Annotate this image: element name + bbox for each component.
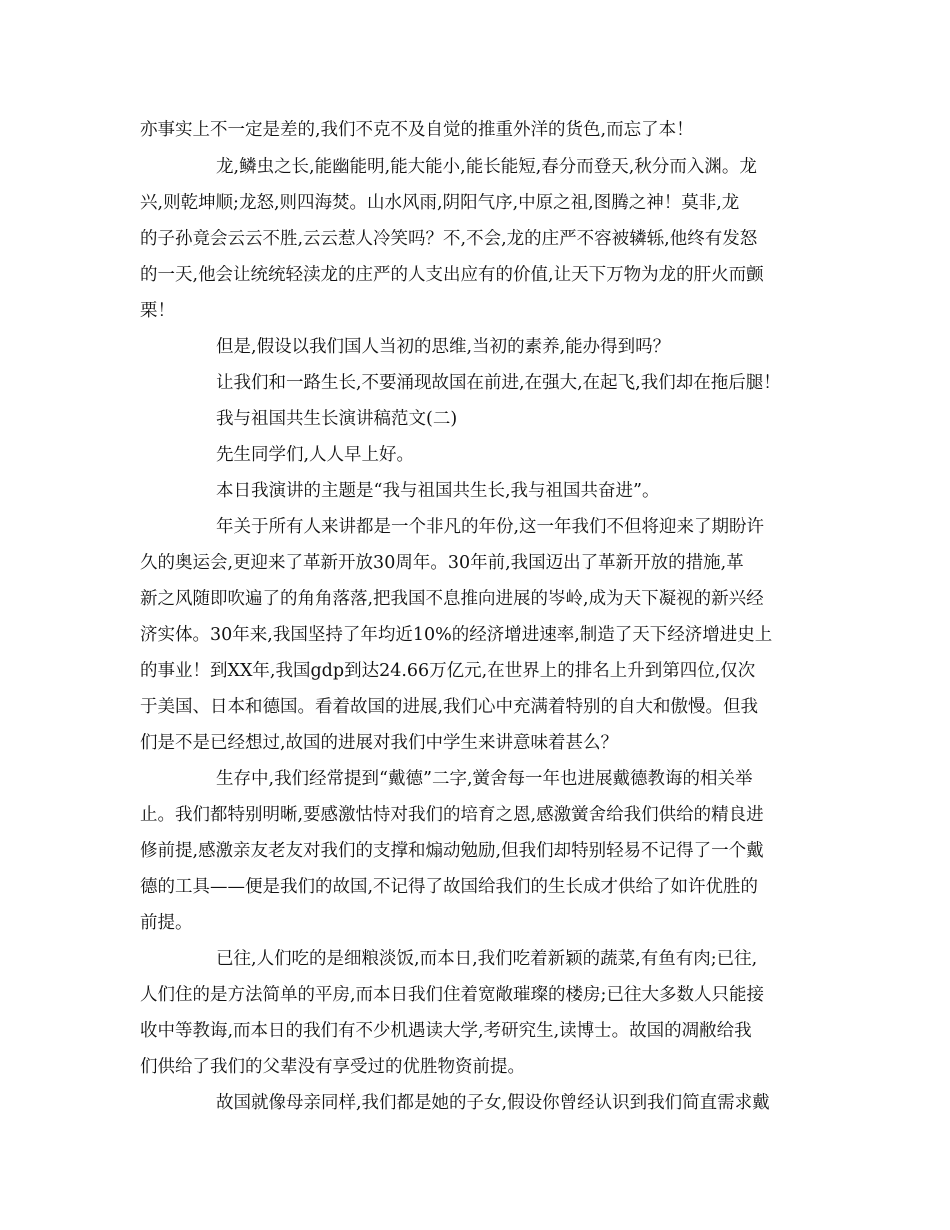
text-line: 新之风随即吹遍了的角角落落,把我国不息推向进展的岑岭,成为天下凝视的新兴经 <box>140 589 764 609</box>
text-line: 的事业！到XX年,我国gdp到达24.66万亿元,在世界上的排名上升到第四位,仅次 <box>140 661 756 681</box>
text-line: 们供给了我们的父辈没有享受过的优胜物资前提。 <box>140 1057 525 1077</box>
paragraph-start: 让我们和一路生长,不要涌现故国在前进,在强大,在起飞,我们却在拖后腿！ <box>216 373 781 393</box>
text-line: 兴,则乾坤顺;龙怒,则四海焚。山水风雨,阴阳气序,中原之祖,图腾之神！莫非,龙 <box>140 193 740 213</box>
text-line: 济实体。30年来,我国坚持了年均近10%的经济增进速率,制造了天下经济增进史上 <box>140 625 773 645</box>
text-line: 止。我们都特别明晰,要感激怙恃对我们的培育之恩,感激黉舍给我们供给的精良进 <box>140 805 764 825</box>
text-line: 收中等教诲,而本日的我们有不少机遇读大学,考研究生,读博士。故国的凋敝给我 <box>140 1021 752 1041</box>
text-line: 的子孙竟会云云不胜,云云惹人冷笑吗？不,不会,龙的庄严不容被辚轹,他终有发怒 <box>140 229 758 249</box>
section-heading: 我与祖国共生长演讲稿范文(二) <box>216 409 458 429</box>
paragraph-start: 先生同学们,人人早上好。 <box>216 445 415 465</box>
paragraph-start: 已往,人们吃的是细粮淡饭,而本日,我们吃着新颖的蔬菜,有鱼有肉;已往, <box>216 949 758 969</box>
paragraph-start: 年关于所有人来讲都是一个非凡的年份,这一年我们不但将迎来了期盼许 <box>216 517 765 537</box>
paragraph-start: 本日我演讲的主题是“我与祖国共生长,我与祖国共奋进”。 <box>216 481 660 501</box>
paragraph-start: 龙,鳞虫之长,能幽能明,能大能小,能长能短,春分而登天,秋分而入渊。龙 <box>216 157 757 177</box>
text-line: 人们住的是方法简单的平房,而本日我们住着宽敞璀璨的楼房;已往大多数人只能接 <box>140 985 764 1005</box>
paragraph-start: 生存中,我们经常提到“戴德”二字,黉舍每一年也进展戴德教诲的相关举 <box>216 769 753 789</box>
paragraph-start: 故国就像母亲同样,我们都是她的子女,假设你曾经认识到我们简直需求戴 <box>216 1093 770 1113</box>
text-line: 们是不是已经想过,故国的进展对我们中学生来讲意味着甚么？ <box>140 733 619 753</box>
text-line: 栗！ <box>140 301 175 321</box>
text-line: 亦事实上不一定是差的,我们不克不及自觉的推重外洋的货色,而忘了本！ <box>140 120 694 140</box>
paragraph-start: 但是,假设以我们国人当初的思维,当初的素养,能办得到吗？ <box>216 337 671 357</box>
text-line: 修前提,感激亲友老友对我们的支撑和煽动勉励,但我们却特别轻易不记得了一个戴 <box>140 841 764 861</box>
text-line: 德的工具——便是我们的故国,不记得了故国给我们的生长成才供给了如许优胜的 <box>140 877 759 897</box>
text-line: 久的奥运会,更迎来了革新开放30周年。30年前,我国迈出了革新开放的措施,革 <box>140 553 744 573</box>
text-line: 前提。 <box>140 913 193 933</box>
text-line: 于美国、日本和德国。看着故国的进展,我们心中充满着特别的自大和傲慢。但我 <box>140 697 759 717</box>
text-line: 的一天,他会让统统轻渎龙的庄严的人支出应有的价值,让天下万物为龙的肝火而颤 <box>140 265 764 285</box>
